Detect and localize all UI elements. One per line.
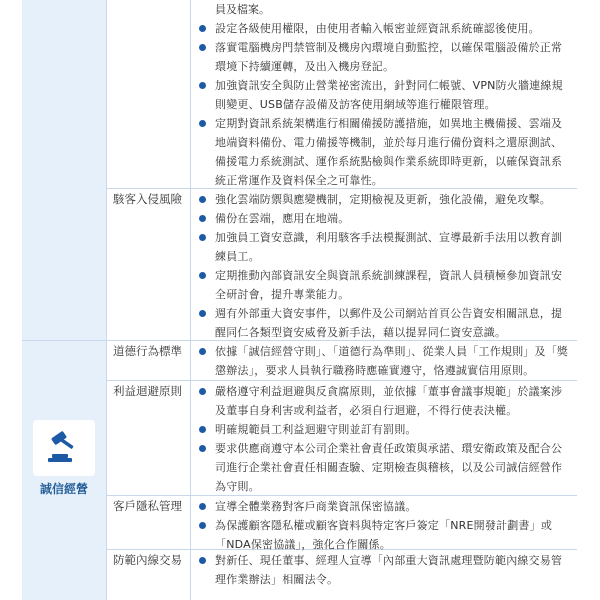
- sub-category-label: 道德行為標準: [113, 344, 182, 358]
- list-item: 要求供應商遵守本公司企業社會責任政策與承諾、環安衛政策及配合公司進行企業社會責任相關查驗、定期檢查與稽核，以及公司誠信經營作為守則。: [199, 439, 569, 496]
- bullet-icon: [199, 348, 206, 355]
- column-divider: [190, 189, 191, 340]
- bullet-icon: [199, 426, 206, 433]
- list-item: 明確規範員工利益迴避守則並訂有罰則。: [199, 420, 569, 439]
- bullet-icon: [199, 215, 206, 222]
- list-item: 設定各級使用權限，由使用者輸入帳密並經資訊系統確認後使用。: [199, 19, 569, 38]
- list-item: 落實電腦機房門禁管制及機房內環境自動監控，以確保電腦設備於正常環境下持續運轉，及出入機房登記。: [199, 38, 569, 76]
- column-divider: [190, 381, 191, 495]
- bullet-icon: [199, 445, 206, 452]
- sub-category-label: 駭客入侵風險: [113, 192, 182, 206]
- category-label: 誠信經營: [39, 482, 88, 496]
- column-divider: [190, 496, 191, 549]
- row-hacker-risk: [107, 189, 577, 341]
- list-item: 依據「誠信經營守則」、「道德行為準則」、從業人員「工作規則」及「獎懲辦法」，要求人員執行職務時應確實遵守，恪遵誠實信用原則。: [199, 342, 569, 380]
- bullet-icon: [199, 388, 206, 395]
- list-item: 週有外部重大資安事件，以郵件及公司網站首頁公告資安相關訊息，提醒同仁各類型資安威脅及新手法，藉以提昇同仁資安意識。: [199, 304, 569, 342]
- hacker-bullets: [199, 190, 569, 342]
- list-item: 為保護顧客隱私權或顧客資料與特定客戶簽定「NRE開發計劃書」或「NDA保密協議」，強化合作關係。: [199, 516, 569, 554]
- column-divider: [190, 550, 191, 600]
- bullet-icon: [199, 25, 206, 32]
- row-conflict-of-interest: [107, 381, 577, 496]
- gavel-icon: [33, 420, 95, 476]
- column-divider: [190, 0, 191, 188]
- column-divider: [190, 341, 191, 380]
- sub-category-label: 客戶隱私管理: [113, 499, 182, 513]
- privacy-bullets: [199, 497, 569, 554]
- sub-category-label: 防範內線交易: [113, 553, 182, 567]
- list-item: 強化雲端防禦與應變機制，定期檢視及更新，強化設備，避免攻擊。: [199, 190, 569, 209]
- insider-bullets: [199, 551, 569, 589]
- list-item: 備份在雲端，應用在地端。: [199, 209, 569, 228]
- row-ethics: [107, 341, 577, 381]
- bullet-icon: [199, 44, 206, 51]
- list-item: 宣導全體業務對客戶商業資訊保密協議。: [199, 497, 569, 516]
- bullet-icon: [199, 557, 206, 564]
- row-customer-privacy: [107, 496, 577, 550]
- ethics-bullets: [199, 342, 569, 380]
- category-integrity: [22, 420, 106, 497]
- sub-category-label: 利益迴避原則: [113, 384, 182, 398]
- bullet-icon: [199, 196, 206, 203]
- continuation-text: 員及檔案。: [215, 3, 270, 16]
- category-divider: [22, 340, 106, 341]
- info-security-bullets: [199, 0, 569, 190]
- bullet-icon: [199, 234, 206, 241]
- row-insider-trading: [107, 550, 577, 600]
- conflict-bullets: [199, 382, 569, 496]
- bullet-icon: [199, 82, 206, 89]
- list-item: 加強員工資安意識，利用駭客手法模擬測試、宣導最新手法用以教育訓練員工。: [199, 228, 569, 266]
- list-item: 加強資訊安全與防止營業祕密流出，針對同仁帳號、VPN防火牆連線規則變更、USB儲存設備及訪客使用網域等進行權限管理。: [199, 76, 569, 114]
- bullet-icon: [199, 503, 206, 510]
- list-item: 對新任、現任董事、經理人宣導「內部重大資訊處理暨防範內線交易管理作業辦法」相關法令。: [199, 551, 569, 589]
- row-info-security: [107, 0, 577, 189]
- bullet-icon: [199, 272, 206, 279]
- list-item: 嚴格遵守利益迴避與反貪腐原則，並依據「董事會議事規範」於議案涉及董事自身利害或利益者，必須自行迴避，不得行使表決權。: [199, 382, 569, 420]
- list-item: 定期對資訊系統架構進行相關備援防護措施，如異地主機備援、雲端及地端資料備份、電力備援等機制，並於每月進行備份資料之還原測試、備援電力系統測試、運作系統點檢與作業系統即時更新，以確保資訊系統正常運作及資料保全之可靠性。: [199, 114, 569, 190]
- bullet-icon: [199, 310, 206, 317]
- bullet-icon: [199, 522, 206, 529]
- list-item: 定期推動內部資訊安全與資訊系統訓練課程，資訊人員積極參加資訊安全研討會，提升專業能力。: [199, 266, 569, 304]
- category-column: [22, 0, 107, 600]
- bullet-icon: [199, 120, 206, 127]
